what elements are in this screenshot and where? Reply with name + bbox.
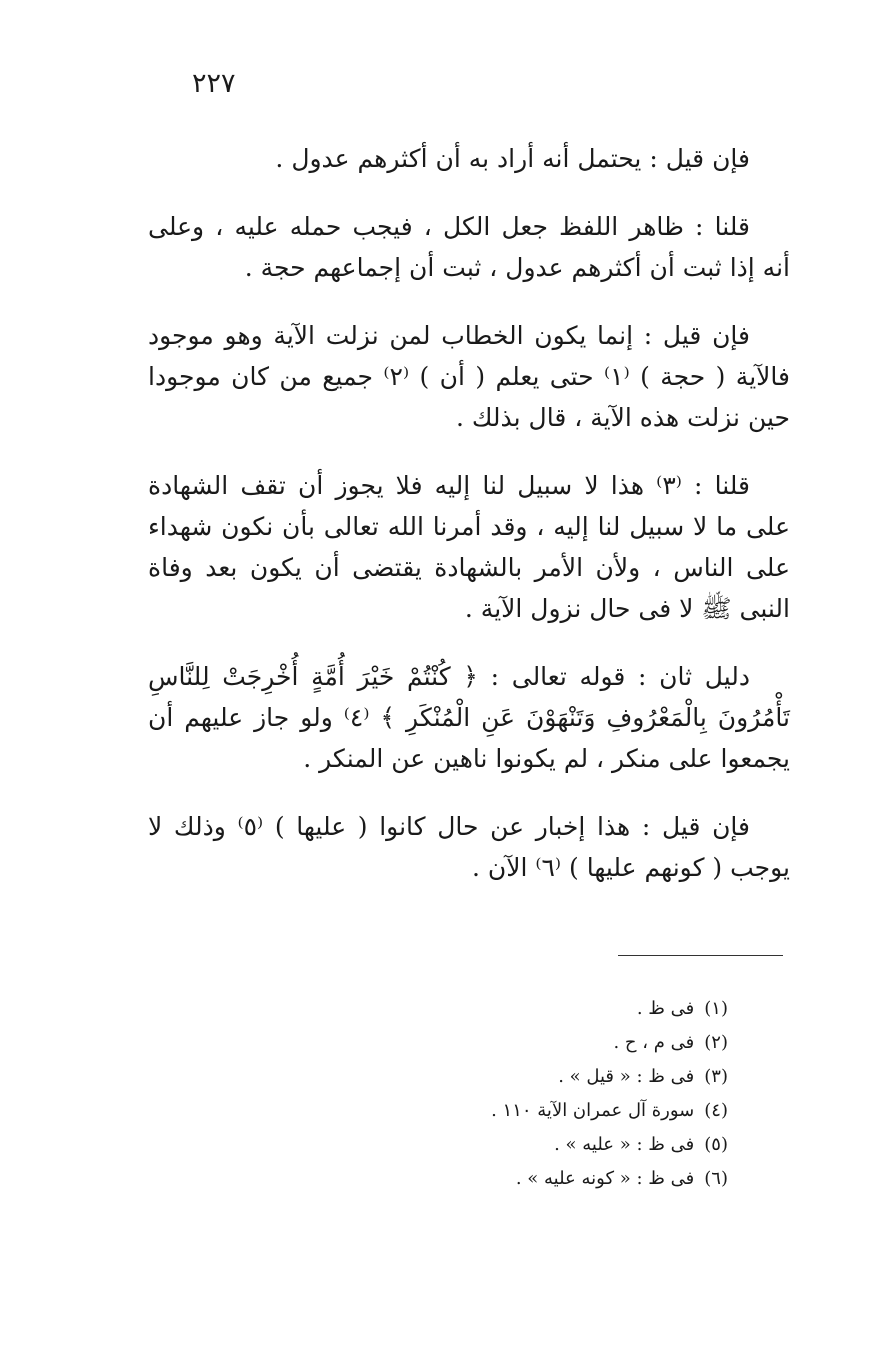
paragraph: فإن قيل : يحتمل أنه أراد به أن أكثرهم عدول . [275, 144, 750, 173]
main-text [148, 138, 790, 915]
footnote-number: (١) [704, 998, 728, 1019]
footnote [300, 1060, 728, 1094]
footnote [300, 992, 728, 1026]
paragraph: دليل ثان : قوله تعالى : ﴿ كُنْتُمْ خَيْرَ أُمَّةٍ أُخْرِجَتْ لِلنَّاسِ تَأْمُرُونَ بِالْمَعْرُوفِ وَتَنْهَوْنَ عَنِ الْمُنْكَرِ ﴾ ⁽٤⁾ ولو جاز عليهم أن يجمعوا على منكر ، لم يكونوا ناهين عن المنكر . [148, 662, 790, 773]
footnote-number: (٦) [704, 1168, 728, 1189]
footnotes [300, 992, 728, 1196]
footnote-number: (٤) [704, 1100, 728, 1121]
footnote-text: فى ظ : « عليه » . [554, 1134, 695, 1155]
footnote-divider [618, 955, 783, 956]
footnote [300, 1162, 728, 1196]
paragraph: قلنا : ⁽٣⁾ هذا لا سبيل لنا إليه فلا يجوز أن تقف الشهادة على ما لا سبيل لنا إليه ، وقد أمرنا الله تعالى بأن نكون شهداء على الناس ، ولأن الأمر بالشهادة يقتضى أن يكون بعد وفاة النبى ﷺ لا فى حال نزول الآية . [148, 471, 790, 623]
footnote [300, 1128, 728, 1162]
footnote-text: فى م ، ح . [613, 1032, 695, 1053]
page-number: ٢٢٧ [192, 68, 236, 99]
paragraph: فإن قيل : إنما يكون الخطاب لمن نزلت الآية وهو موجود فالآية ( حجة ) ⁽١⁾ حتى يعلم ( أن ) ⁽٢⁾ جميع من كان موجودا حين نزلت هذه الآية ، قال بذلك . [148, 321, 790, 432]
footnote-number: (٣) [704, 1066, 728, 1087]
footnote-number: (٢) [704, 1032, 728, 1053]
footnote [300, 1094, 728, 1128]
footnote [300, 1026, 728, 1060]
footnote-number: (٥) [704, 1134, 728, 1155]
footnote-text: فى ظ . [636, 998, 695, 1019]
footnote-text: فى ظ : « قيل » . [558, 1066, 695, 1087]
footnote-text: فى ظ : « كونه عليه » . [515, 1168, 695, 1189]
paragraph: فإن قيل : هذا إخبار عن حال كانوا ( عليها ) ⁽٥⁾ وذلك لا يوجب ( كونهم عليها ) ⁽٦⁾ الآن . [148, 812, 790, 882]
paragraph: قلنا : ظاهر اللفظ جعل الكل ، فيجب حمله عليه ، وعلى أنه إذا ثبت أن أكثرهم عدول ، ثبت أن إجماعهم حجة . [148, 212, 790, 282]
footnote-text: سورة آل عمران الآية ١١٠ . [491, 1100, 695, 1121]
